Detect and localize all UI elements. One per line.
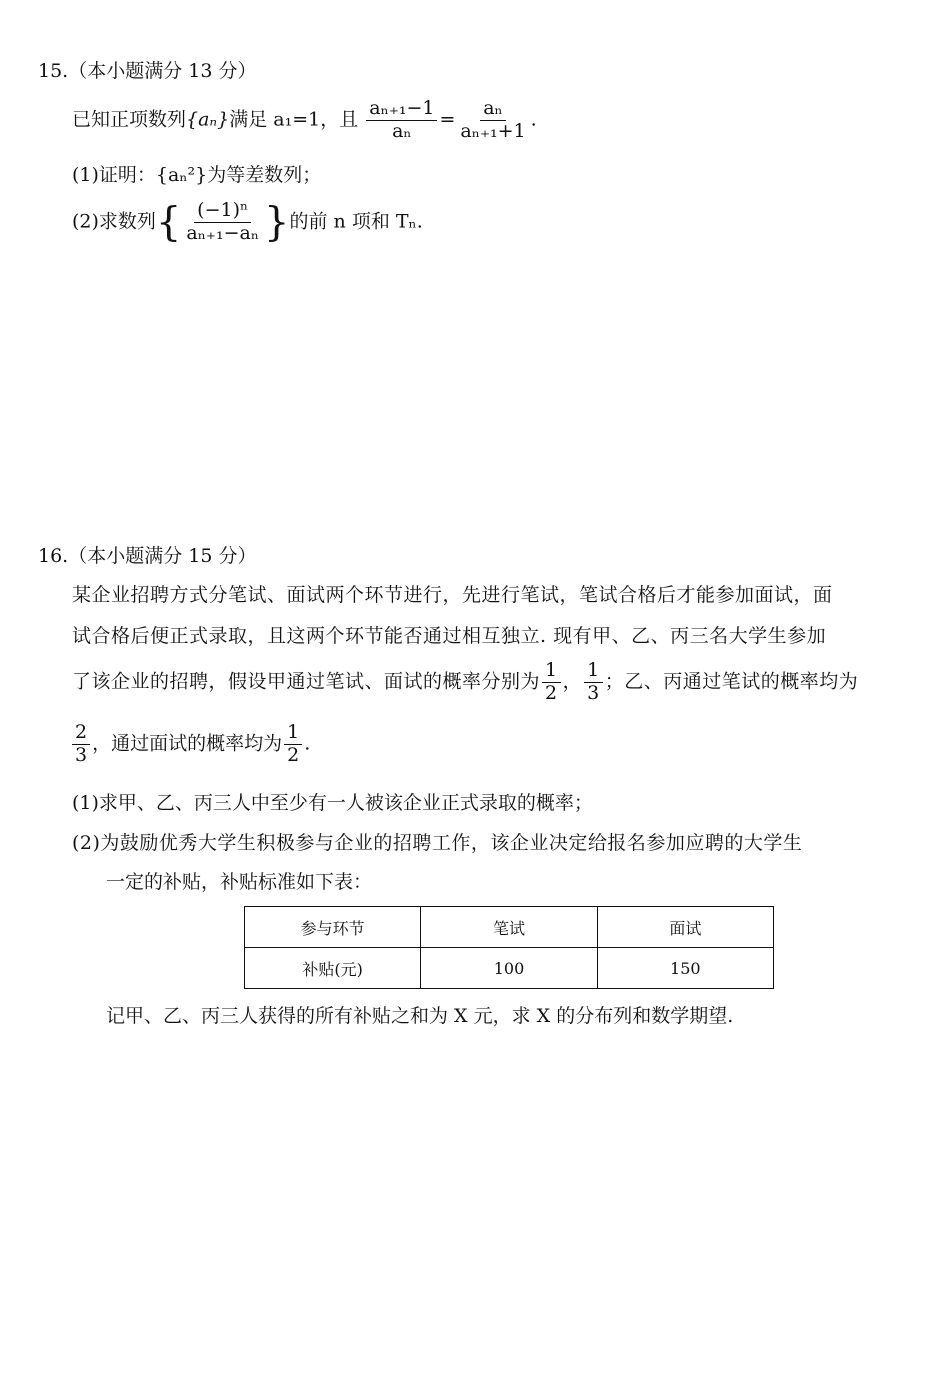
q15-header: 15.（本小题满分 13 分） — [38, 60, 257, 82]
table-cell: 100 — [421, 948, 597, 989]
q16-line3: 了该企业的招聘，假设甲通过笔试、面试的概率分别为 $\frac{1}{2}$ ， $\frac{1}{3}$ ；乙、丙通过笔试的概率均为 — [72, 659, 859, 704]
q16-fraction-half-2: $\frac{1}{2}$ — [284, 722, 302, 767]
q16-fraction-two-thirds: $\frac{2}{3}$ — [72, 722, 90, 767]
table-header-cell: 参与环节 — [245, 907, 421, 948]
table-cell: 补贴(元) — [245, 948, 421, 989]
q16-part2-line1: (2)为鼓励优秀大学生积极参与企业的招聘工作，该企业决定给报名参加应聘的大学生 — [72, 832, 803, 854]
q16-line4: $\frac{2}{3}$ ，通过面试的概率均为 $\frac{1}{2}$ . — [70, 722, 310, 767]
q16-fraction-third: $\frac{1}{3}$ — [584, 660, 603, 705]
subsidy-table — [244, 906, 774, 989]
q15-fraction-left: $\frac{\text{aₙ₊₁−1}}{\text{aₙ}}$ — [366, 98, 437, 143]
table-header-row — [245, 907, 774, 948]
table-row — [245, 948, 774, 989]
q16-final: 记甲、乙、丙三人获得的所有补贴之和为 X 元，求 X 的分布列和数学期望. — [106, 1005, 734, 1027]
table-cell: 150 — [597, 948, 773, 989]
table-header-cell: 笔试 — [421, 907, 597, 948]
q15-part2-fraction: $\frac{\text{(−1)ⁿ}}{\text{aₙ₊₁−aₙ}}$ — [186, 199, 260, 244]
q15-part2: (2)求数列{ $\frac{\text{(−1)ⁿ}}{\text{aₙ₊₁−aₙ}}$ }的前 n 项和 Tₙ. — [72, 199, 423, 246]
q16-line2: 试合格后便正式录取，且这两个环节能否通过相互独立. 现有甲、乙、丙三名大学生参加 — [72, 625, 827, 647]
q16-part1: (1)求甲、乙、丙三人中至少有一人被该企业正式录取的概率； — [72, 792, 593, 814]
q15-stem: 已知正项数列{aₙ}满足 a₁=1，且 $\frac{\text{aₙ₊₁−1}}{\text{aₙ}}$ = $\frac{\text{aₙ}}{\text{aₙ₊₁+1}}$ . — [72, 97, 537, 142]
q16-part2-line2: 一定的补贴，补贴标准如下表： — [106, 871, 373, 893]
q15-fraction-right: $\frac{\text{aₙ}}{\text{aₙ₊₁+1}}$ — [460, 97, 526, 142]
q15-part1: (1)证明：{aₙ²}为等差数列； — [72, 164, 322, 186]
q16-header: 16.（本小题满分 15 分） — [38, 545, 257, 567]
q16-fraction-half: $\frac{1}{2}$ — [542, 660, 561, 705]
table-header-cell: 面试 — [597, 907, 773, 948]
q16-line1: 某企业招聘方式分笔试、面试两个环节进行，先进行笔试，笔试合格后才能参加面试，面 — [72, 584, 833, 606]
